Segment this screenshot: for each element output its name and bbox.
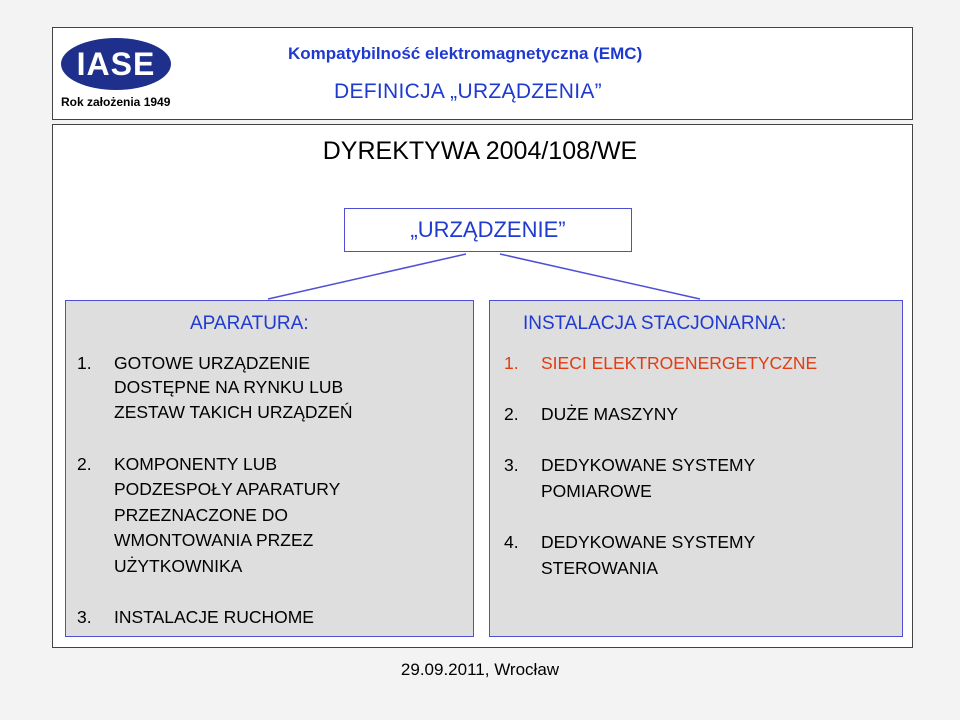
fixed-installation-heading: INSTALACJA STACJONARNA: xyxy=(523,313,787,334)
footer-date: 29.09.2011, Wrocław xyxy=(400,660,560,679)
apparatus-item2-line: WMONTOWANIA PRZEZ xyxy=(114,530,314,550)
fixed-item4-line: DEDYKOWANE SYSTEMY xyxy=(541,532,756,552)
fixed-item3-line: DEDYKOWANE SYSTEMY xyxy=(541,455,756,475)
apparatus-item2-line: PRZEZNACZONE DO xyxy=(114,505,289,525)
apparatus-item1-num: 1. xyxy=(77,353,92,373)
fixed-item4-num: 4. xyxy=(504,532,519,552)
fixed-item4-line: STEROWANIA xyxy=(541,558,658,578)
apparatus-item1-line: ZESTAW TAKICH URZĄDZEŃ xyxy=(114,402,353,422)
apparatus-item1-line: DOSTĘPNE NA RYNKU LUB xyxy=(114,377,344,397)
section-title: DEFINICJA „URZĄDZENIA” xyxy=(334,80,602,103)
apparatus-item2-num: 2. xyxy=(77,454,92,474)
fixed-item1-num: 1. xyxy=(504,353,519,373)
apparatus-item2-line: UŻYTKOWNIKA xyxy=(114,556,243,576)
apparatus-item2-line: PODZESPOŁY APARATURY xyxy=(114,479,341,499)
fixed-item2-line: DUŻE MASZYNY xyxy=(541,404,679,424)
fixed-item1-line: SIECI ELEKTROENERGETYCZNE xyxy=(541,353,818,373)
org-title: Kompatybilność elektromagnetyczna (EMC) xyxy=(288,44,643,63)
directive-title: DYREKTYWA 2004/108/WE xyxy=(322,137,638,165)
apparatus-heading: APARATURA: xyxy=(190,313,309,334)
apparatus-item1-line: GOTOWE URZĄDZENIE xyxy=(114,353,311,373)
fixed-item3-num: 3. xyxy=(504,455,519,475)
fixed-item2-num: 2. xyxy=(504,404,519,424)
founded-label: Rok założenia 1949 xyxy=(61,95,171,109)
device-label: „URZĄDZENIE” xyxy=(410,217,566,242)
fixed-item3-line: POMIAROWE xyxy=(541,481,652,501)
apparatus-item3-num: 3. xyxy=(77,607,92,627)
logo-text: IASE xyxy=(76,46,156,82)
connector-left xyxy=(268,254,466,299)
apparatus-item3-line: INSTALACJE RUCHOME xyxy=(114,607,314,627)
apparatus-item2-line: KOMPONENTY LUB xyxy=(114,454,278,474)
connector-right xyxy=(500,254,700,299)
